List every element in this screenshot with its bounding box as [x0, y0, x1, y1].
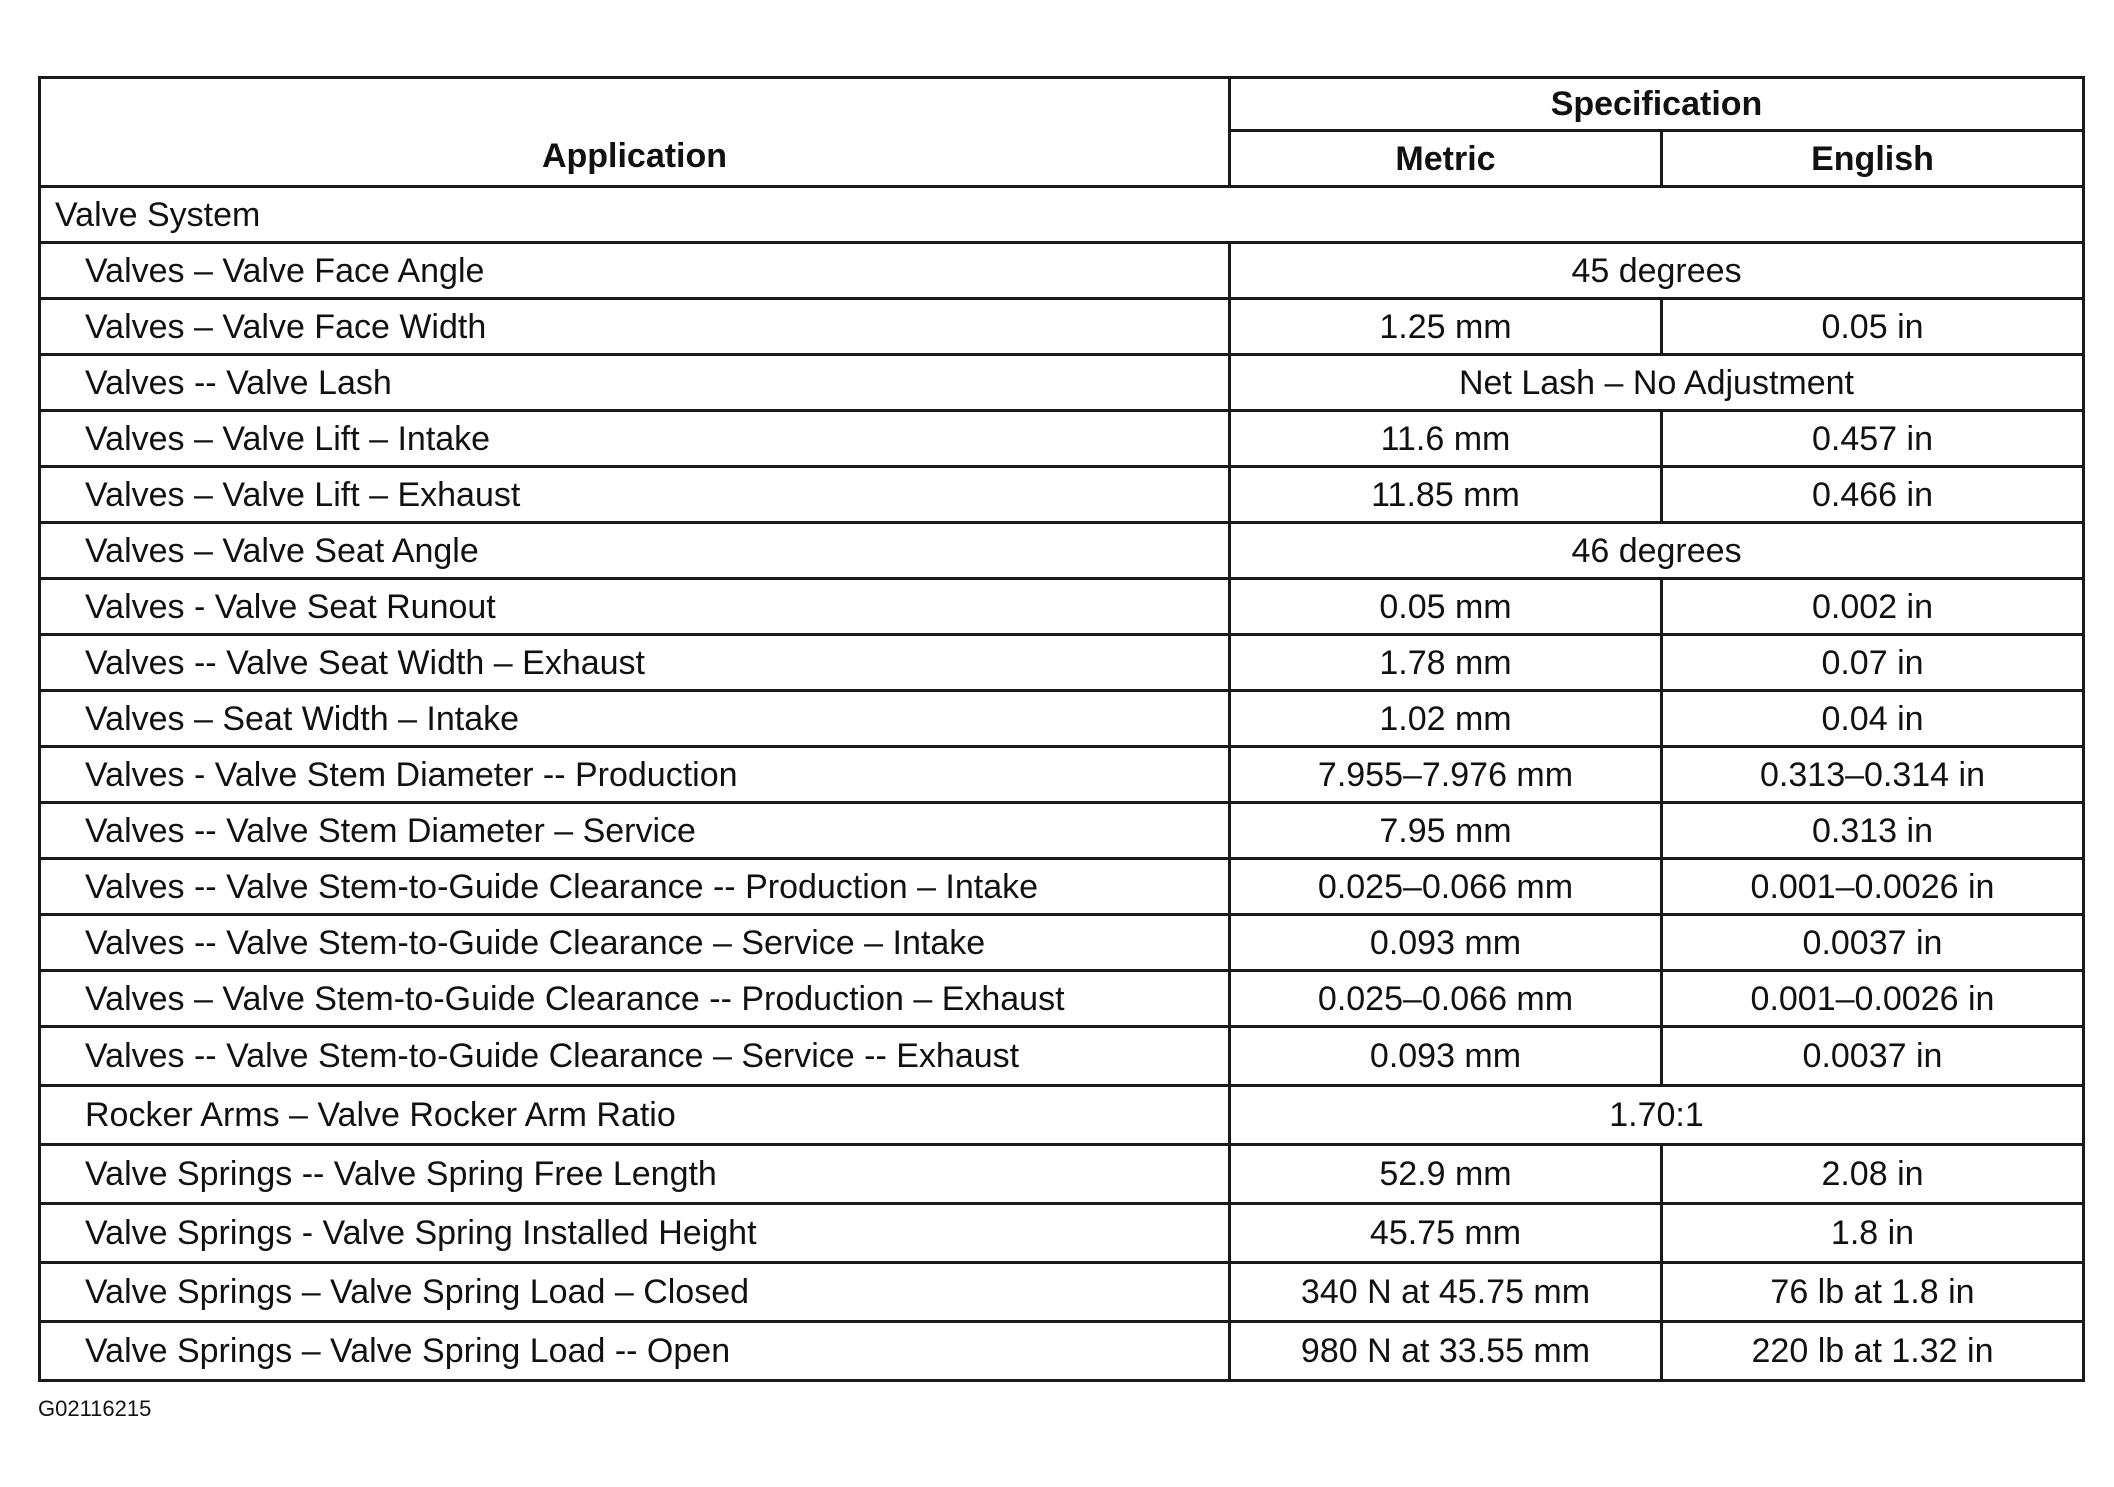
application-cell: Valves -- Valve Stem-to-Guide Clearance -- Production – Intake: [40, 859, 1230, 915]
table-row: [40, 859, 2084, 915]
table-row: [40, 1263, 2084, 1322]
application-cell: Valves -- Valve Stem-to-Guide Clearance – Service – Intake: [40, 915, 1230, 971]
application-cell: Valves – Valve Lift – Exhaust: [40, 467, 1230, 523]
english-cell: 0.313–0.314 in: [1662, 747, 2084, 803]
metric-cell: 7.95 mm: [1230, 803, 1662, 859]
section-label: Valve System: [40, 187, 2084, 243]
application-cell: Valves – Valve Stem-to-Guide Clearance -- Production – Exhaust: [40, 971, 1230, 1027]
application-cell: Valves - Valve Seat Runout: [40, 579, 1230, 635]
table-row: [40, 1027, 2084, 1086]
table-row: [40, 243, 2084, 299]
metric-cell: 1.78 mm: [1230, 635, 1662, 691]
table-row: [40, 411, 2084, 467]
application-cell: Rocker Arms – Valve Rocker Arm Ratio: [40, 1086, 1230, 1145]
english-cell: 0.0037 in: [1662, 915, 2084, 971]
application-cell: Valves – Valve Seat Angle: [40, 523, 1230, 579]
application-cell: Valves – Valve Lift – Intake: [40, 411, 1230, 467]
application-cell: Valve Springs -- Valve Spring Free Length: [40, 1145, 1230, 1204]
english-cell: 76 lb at 1.8 in: [1662, 1263, 2084, 1322]
english-cell: 0.0037 in: [1662, 1027, 2084, 1086]
application-cell: Valves – Valve Face Angle: [40, 243, 1230, 299]
application-cell: Valves – Seat Width – Intake: [40, 691, 1230, 747]
table-row: [40, 1204, 2084, 1263]
english-cell: 0.001–0.0026 in: [1662, 971, 2084, 1027]
metric-cell: 980 N at 33.55 mm: [1230, 1322, 1662, 1381]
metric-cell: 45.75 mm: [1230, 1204, 1662, 1263]
table-row: [40, 523, 2084, 579]
english-cell: 0.466 in: [1662, 467, 2084, 523]
application-cell: Valve Springs – Valve Spring Load -- Open: [40, 1322, 1230, 1381]
table-row: [40, 467, 2084, 523]
section-row: [40, 187, 2084, 243]
header-row-top: [40, 78, 2084, 131]
english-cell: 1.8 in: [1662, 1204, 2084, 1263]
table-row: [40, 635, 2084, 691]
specification-table: [38, 76, 2085, 1382]
combined-spec-cell: 45 degrees: [1230, 243, 2084, 299]
english-cell: 0.313 in: [1662, 803, 2084, 859]
english-cell: 0.05 in: [1662, 299, 2084, 355]
english-cell: 220 lb at 1.32 in: [1662, 1322, 2084, 1381]
table-row: [40, 747, 2084, 803]
table-row: [40, 691, 2084, 747]
english-cell: 0.04 in: [1662, 691, 2084, 747]
english-cell: 0.001–0.0026 in: [1662, 859, 2084, 915]
english-cell: 0.457 in: [1662, 411, 2084, 467]
combined-spec-cell: Net Lash – No Adjustment: [1230, 355, 2084, 411]
english-cell: 0.07 in: [1662, 635, 2084, 691]
table-row: [40, 971, 2084, 1027]
metric-cell: 1.02 mm: [1230, 691, 1662, 747]
metric-cell: 52.9 mm: [1230, 1145, 1662, 1204]
metric-cell: 0.025–0.066 mm: [1230, 971, 1662, 1027]
metric-header: Metric: [1230, 131, 1662, 187]
table-row: [40, 803, 2084, 859]
table-row: [40, 1145, 2084, 1204]
table-row: [40, 299, 2084, 355]
metric-cell: 340 N at 45.75 mm: [1230, 1263, 1662, 1322]
metric-cell: 11.6 mm: [1230, 411, 1662, 467]
metric-cell: 0.093 mm: [1230, 1027, 1662, 1086]
application-header: Application: [40, 78, 1230, 187]
metric-cell: 0.093 mm: [1230, 915, 1662, 971]
english-header: English: [1662, 131, 2084, 187]
table-row: [40, 355, 2084, 411]
english-cell: 2.08 in: [1662, 1145, 2084, 1204]
metric-cell: 1.25 mm: [1230, 299, 1662, 355]
table-row: [40, 579, 2084, 635]
application-cell: Valves -- Valve Stem-to-Guide Clearance – Service -- Exhaust: [40, 1027, 1230, 1086]
application-cell: Valves – Valve Face Width: [40, 299, 1230, 355]
metric-cell: 0.025–0.066 mm: [1230, 859, 1662, 915]
table-row: [40, 915, 2084, 971]
combined-spec-cell: 46 degrees: [1230, 523, 2084, 579]
application-cell: Valves - Valve Stem Diameter -- Production: [40, 747, 1230, 803]
application-cell: Valves -- Valve Lash: [40, 355, 1230, 411]
figure-id: G02116215: [38, 1396, 152, 1421]
application-cell: Valve Springs - Valve Spring Installed Height: [40, 1204, 1230, 1263]
specification-header: Specification: [1230, 78, 2084, 131]
application-cell: Valve Springs – Valve Spring Load – Closed: [40, 1263, 1230, 1322]
table-row: [40, 1322, 2084, 1381]
combined-spec-cell: 1.70:1: [1230, 1086, 2084, 1145]
metric-cell: 0.05 mm: [1230, 579, 1662, 635]
table-row: [40, 1086, 2084, 1145]
application-cell: Valves -- Valve Seat Width – Exhaust: [40, 635, 1230, 691]
metric-cell: 11.85 mm: [1230, 467, 1662, 523]
metric-cell: 7.955–7.976 mm: [1230, 747, 1662, 803]
application-cell: Valves -- Valve Stem Diameter – Service: [40, 803, 1230, 859]
english-cell: 0.002 in: [1662, 579, 2084, 635]
